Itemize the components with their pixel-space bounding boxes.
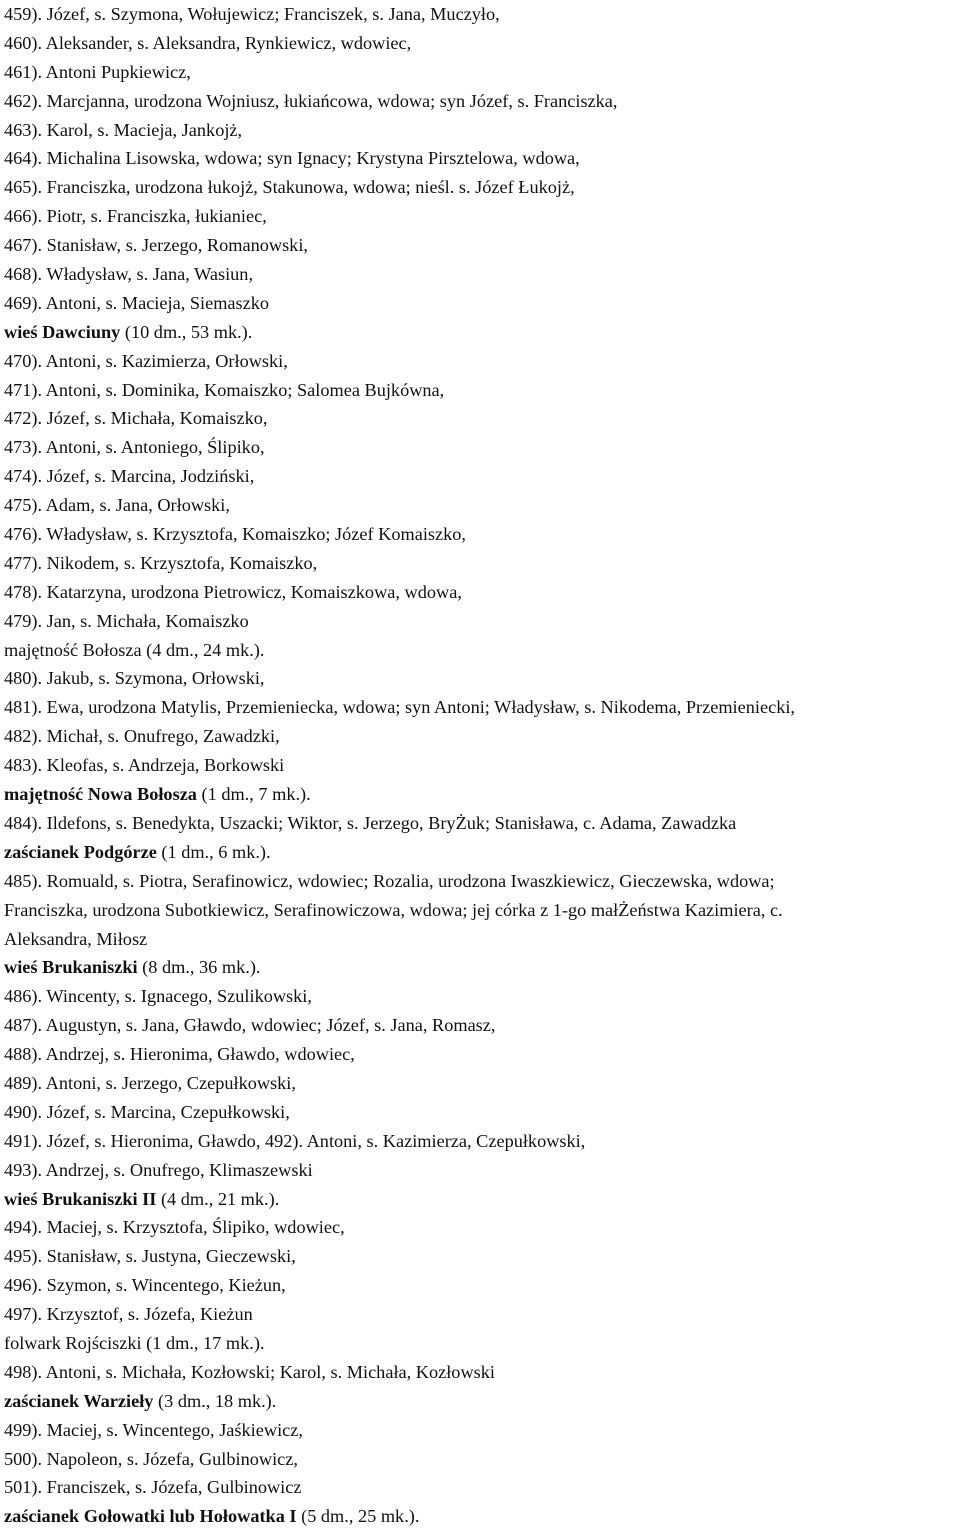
line-text: 483). Kleofas, s. Andrzeja, Borkowski xyxy=(4,755,285,776)
locality-stats: (5 dm., 25 mk.). xyxy=(296,1506,420,1527)
line-text: 464). Michalina Lisowska, wdowa; syn Ignacy; Krystyna Pirsztelowa, wdowa, xyxy=(4,148,580,169)
locality-heading xyxy=(4,1185,958,1214)
locality-name: wieś Dawciuny xyxy=(4,321,121,342)
line-text: folwark Rojściszki (1 dm., 17 mk.). xyxy=(4,1332,265,1353)
text-line xyxy=(4,116,958,145)
line-text: majętność Bołosza (4 dm., 24 mk.). xyxy=(4,639,265,660)
text-line xyxy=(4,1011,958,1040)
text-line xyxy=(4,1242,958,1271)
text-line xyxy=(4,520,958,549)
locality-heading xyxy=(4,838,958,867)
line-text: 486). Wincenty, s. Ignacego, Szulikowski, xyxy=(4,986,312,1007)
line-text: 463). Karol, s. Macieja, Jankojż, xyxy=(4,119,243,140)
text-line xyxy=(4,1445,958,1474)
line-text: 485). Romuald, s. Piotra, Serafinowicz, wdowiec; Rozalia, urodzona Iwaszkiewicz, Gieczewska, wdowa; xyxy=(4,870,775,891)
text-line xyxy=(4,751,958,780)
line-text: 501). Franciszek, s. Józefa, Gulbinowicz xyxy=(4,1477,302,1498)
text-line xyxy=(4,433,958,462)
text-line xyxy=(4,1358,958,1387)
locality-name: zaścianek Podgórze xyxy=(4,841,157,862)
line-text: 482). Michał, s. Onufrego, Zawadzki, xyxy=(4,726,280,747)
text-line xyxy=(4,867,958,896)
line-text: 473). Antoni, s. Antoniego, Ślipiko, xyxy=(4,437,265,458)
text-line xyxy=(4,1098,958,1127)
text-line xyxy=(4,636,958,665)
line-text: 470). Antoni, s. Kazimierza, Orłowski, xyxy=(4,350,288,371)
text-line xyxy=(4,693,958,722)
locality-name: wieś Brukaniszki II xyxy=(4,1188,157,1209)
text-line xyxy=(4,1040,958,1069)
text-line xyxy=(4,722,958,751)
text-line xyxy=(4,578,958,607)
line-text: 495). Stanisław, s. Justyna, Gieczewski, xyxy=(4,1246,296,1267)
text-line xyxy=(4,809,958,838)
locality-stats: (1 dm., 7 mk.). xyxy=(196,784,311,805)
text-line xyxy=(4,982,958,1011)
text-line xyxy=(4,1300,958,1329)
locality-name: zaścianek Warzieły xyxy=(4,1390,154,1411)
line-text: 480). Jakub, s. Szymona, Orłowski, xyxy=(4,668,265,689)
text-line xyxy=(4,231,958,260)
text-line xyxy=(4,462,958,491)
line-text: 496). Szymon, s. Wincentego, Kieżun, xyxy=(4,1275,286,1296)
text-line xyxy=(4,1473,958,1502)
text-line xyxy=(4,1127,958,1156)
line-text: 488). Andrzej, s. Hieronima, Gławdo, wdowiec, xyxy=(4,1044,355,1065)
line-text: 484). Ildefons, s. Benedykta, Uszacki; Wiktor, s. Jerzego, BryŻuk; Stanisława, c. Adama, Zawadzka xyxy=(4,812,737,833)
text-line xyxy=(4,58,958,87)
text-line xyxy=(4,260,958,289)
text-line xyxy=(4,1069,958,1098)
line-text: 487). Augustyn, s. Jana, Gławdo, wdowiec; Józef, s. Jana, Romasz, xyxy=(4,1015,496,1036)
locality-stats: (4 dm., 21 mk.). xyxy=(156,1188,280,1209)
line-text: 471). Antoni, s. Dominika, Komaiszko; Salomea Bujkówna, xyxy=(4,379,445,400)
locality-name: majętność Nowa Bołosza xyxy=(4,784,197,805)
text-line xyxy=(4,404,958,433)
line-text: Aleksandra, Miłosz xyxy=(4,928,148,949)
line-text: 490). Józef, s. Marcina, Czepułkowski, xyxy=(4,1101,290,1122)
line-text: 468). Władysław, s. Jana, Wasiun, xyxy=(4,264,254,285)
text-line xyxy=(4,173,958,202)
text-line xyxy=(4,925,958,954)
line-text: 493). Andrzej, s. Onufrego, Klimaszewski xyxy=(4,1159,313,1180)
document-page xyxy=(4,0,958,1531)
locality-heading xyxy=(4,318,958,347)
line-text: 491). Józef, s. Hieronima, Gławdo, 492). Antoni, s. Kazimierza, Czepułkowski, xyxy=(4,1130,586,1151)
text-line xyxy=(4,1213,958,1242)
locality-stats: (3 dm., 18 mk.). xyxy=(153,1390,277,1411)
locality-heading xyxy=(4,780,958,809)
line-text: 459). Józef, s. Szymona, Wołujewicz; Franciszek, s. Jana, Muczyło, xyxy=(4,4,500,24)
line-text: 476). Władysław, s. Krzysztofa, Komaiszko; Józef Komaiszko, xyxy=(4,524,466,545)
text-line xyxy=(4,347,958,376)
locality-stats: (8 dm., 36 mk.). xyxy=(137,957,261,978)
line-text: 466). Piotr, s. Franciszka, łukianiec, xyxy=(4,206,267,227)
line-text: 472). Józef, s. Michała, Komaiszko, xyxy=(4,408,268,429)
line-text: 465). Franciszka, urodzona łukojż, Stakunowa, wdowa; nieśl. s. Józef Łukojż, xyxy=(4,177,575,198)
text-line xyxy=(4,144,958,173)
text-line xyxy=(4,289,958,318)
text-line xyxy=(4,1416,958,1445)
text-line xyxy=(4,87,958,116)
locality-heading xyxy=(4,1387,958,1416)
line-text: 467). Stanisław, s. Jerzego, Romanowski, xyxy=(4,235,308,256)
line-text: 461). Antoni Pupkiewicz, xyxy=(4,61,191,82)
line-text: 481). Ewa, urodzona Matylis, Przemieniecka, wdowa; syn Antoni; Władysław, s. Nikodema, Przemieniecki, xyxy=(4,697,795,718)
line-text: 462). Marcjanna, urodzona Wojniusz, łukiańcowa, wdowa; syn Józef, s. Franciszka, xyxy=(4,90,618,111)
locality-stats: (10 dm., 53 mk.). xyxy=(120,321,253,342)
line-text: 499). Maciej, s. Wincentego, Jaśkiewicz, xyxy=(4,1419,303,1440)
line-text: 489). Antoni, s. Jerzego, Czepułkowski, xyxy=(4,1072,296,1093)
line-text: 497). Krzysztof, s. Józefa, Kieżun xyxy=(4,1304,253,1325)
locality-name: zaścianek Gołowatki lub Hołowatka I xyxy=(4,1506,297,1527)
text-line xyxy=(4,664,958,693)
line-text: Franciszka, urodzona Subotkiewicz, Serafinowiczowa, wdowa; jej córka z 1-go małŻeństwa Kazimiera, c. xyxy=(4,899,783,920)
text-line xyxy=(4,549,958,578)
text-line xyxy=(4,491,958,520)
text-line xyxy=(4,607,958,636)
line-text: 474). Józef, s. Marcina, Jodziński, xyxy=(4,466,255,487)
line-text: 475). Adam, s. Jana, Orłowski, xyxy=(4,495,230,516)
locality-heading xyxy=(4,1502,958,1531)
text-line xyxy=(4,1329,958,1358)
locality-name: wieś Brukaniszki xyxy=(4,957,138,978)
text-line xyxy=(4,202,958,231)
text-line xyxy=(4,896,958,925)
line-text: 469). Antoni, s. Macieja, Siemaszko xyxy=(4,292,270,313)
line-text: 477). Nikodem, s. Krzysztofa, Komaiszko, xyxy=(4,552,318,573)
text-line xyxy=(4,0,958,29)
line-text: 500). Napoleon, s. Józefa, Gulbinowicz, xyxy=(4,1448,298,1469)
text-line xyxy=(4,376,958,405)
locality-stats: (1 dm., 6 mk.). xyxy=(156,841,271,862)
text-line xyxy=(4,1156,958,1185)
line-text: 460). Aleksander, s. Aleksandra, Rynkiewicz, wdowiec, xyxy=(4,32,412,53)
text-line xyxy=(4,29,958,58)
line-text: 479). Jan, s. Michała, Komaiszko xyxy=(4,610,249,631)
line-text: 478). Katarzyna, urodzona Pietrowicz, Komaiszkowa, wdowa, xyxy=(4,581,462,602)
line-text: 498). Antoni, s. Michała, Kozłowski; Karol, s. Michała, Kozłowski xyxy=(4,1361,495,1382)
line-text: 494). Maciej, s. Krzysztofa, Ślipiko, wdowiec, xyxy=(4,1217,345,1238)
locality-heading xyxy=(4,953,958,982)
text-line xyxy=(4,1271,958,1300)
